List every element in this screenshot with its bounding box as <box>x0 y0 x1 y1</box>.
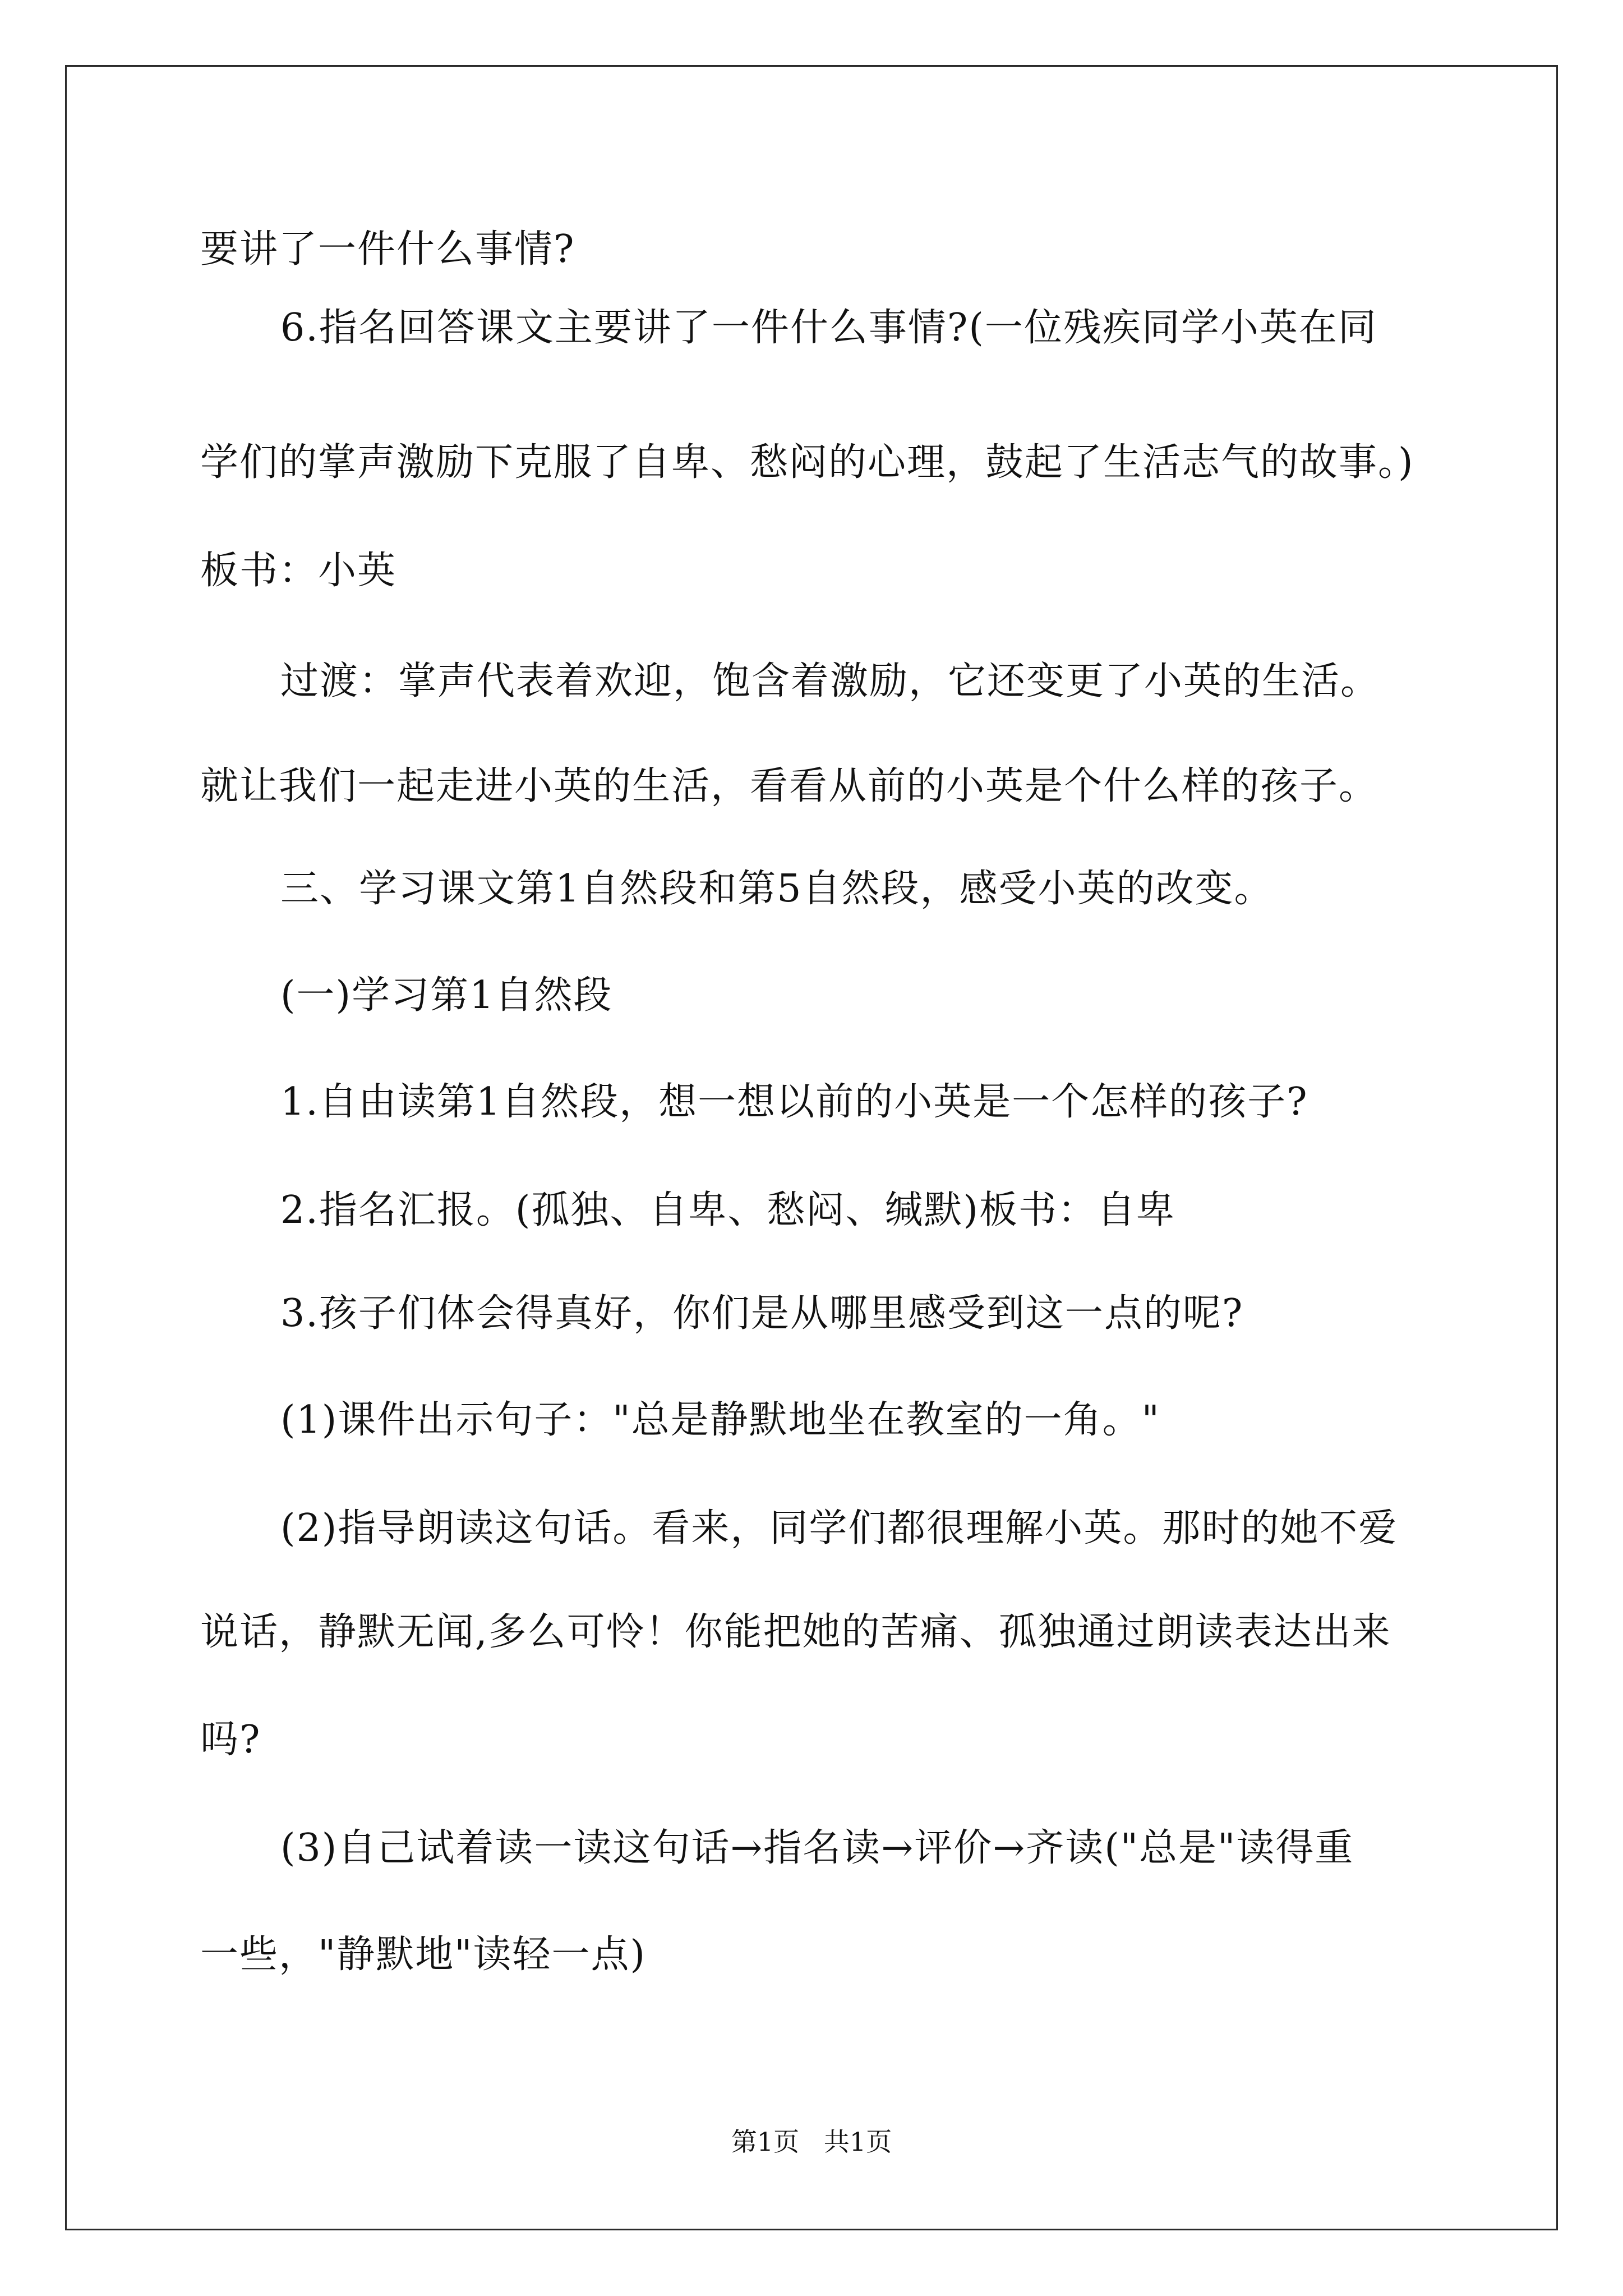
body-line-11: 3.孩子们体会得真好，你们是从哪里感受到这一点的呢? <box>280 1291 1244 1336</box>
body-line-10: 2.指名汇报。(孤独、自卑、愁闷、缄默)板书：自卑 <box>280 1188 1175 1232</box>
body-line-1: 要讲了一件什么事情? <box>200 227 575 272</box>
body-line-9: 1.自由读第1自然段，想一想以前的小英是一个怎样的孩子? <box>280 1080 1308 1124</box>
body-line-17: 一些，"静默地"读轻一点) <box>200 1932 647 1977</box>
page-number: 第1页 共1页 <box>731 2127 892 2157</box>
body-line-4: 板书：小英 <box>200 549 397 593</box>
body-line-2: 6.指名回答课文主要讲了一件什么事情?(一位残疾同学小英在同 <box>280 306 1377 350</box>
page-border <box>65 65 1558 2230</box>
body-line-3: 学们的掌声激励下克服了自卑、愁闷的心理，鼓起了生活志气的故事。) <box>200 440 1414 485</box>
body-line-16: (3)自己试着读一读这句话→指名读→评价→齐读("总是"读得重 <box>280 1826 1354 1870</box>
body-line-6: 就让我们一起走进小英的生活，看看从前的小英是个什么样的孩子。 <box>200 764 1378 808</box>
body-line-8: (一)学习第1自然段 <box>280 973 613 1018</box>
body-line-14: 说话，静默无闻,多么可怜！你能把她的苦痛、孤独通过朗读表达出来 <box>200 1610 1391 1654</box>
body-line-15: 吗? <box>200 1718 261 1762</box>
body-line-5: 过渡：掌声代表着欢迎，饱含着激励，它还变更了小英的生活。 <box>280 659 1380 703</box>
body-line-12: (1)课件出示句子："总是静默地坐在教室的一角。" <box>280 1398 1160 1442</box>
body-line-13: (2)指导朗读这句话。看来，同学们都很理解小英。那时的她不爱 <box>280 1506 1398 1550</box>
body-line-7: 三、学习课文第1自然段和第5自然段，感受小英的改变。 <box>280 867 1274 911</box>
